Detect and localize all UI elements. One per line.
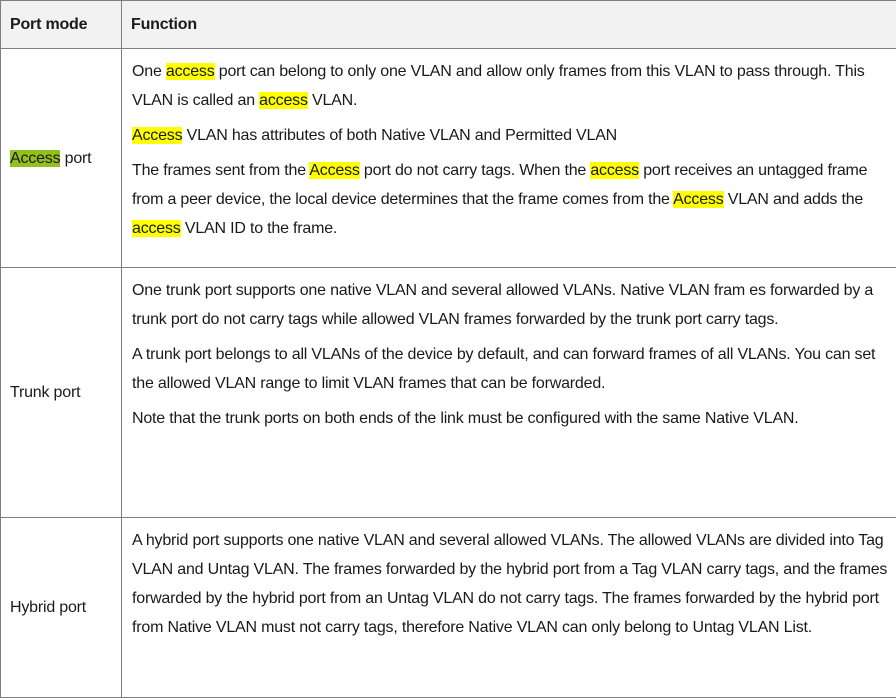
highlighted-term: Access (132, 127, 182, 144)
function-paragraph (132, 404, 888, 439)
paragraph-text: VLAN ID to the frame. (181, 220, 338, 237)
function-paragraph (132, 121, 888, 156)
highlighted-term: access (132, 220, 181, 237)
paragraph-text: One (132, 63, 166, 80)
paragraph-text: VLAN. (308, 92, 358, 109)
mode-label-rest: port (60, 150, 91, 167)
paragraph-text: port can belong to only one VLAN and allow only frames from this VLAN to pass through. This VLAN is called an (132, 63, 865, 109)
paragraph-text: VLAN has attributes of both Native VLAN and Permitted VLAN (182, 127, 617, 144)
paragraph-text: port receives an untagged frame from a peer device, the local device determines that the frame comes from the (132, 162, 867, 208)
paragraph-text: A trunk port belongs to all VLANs of the device by default, and can forward frames of all VLANs. You can set the allowed VLAN range to limit VLAN frames that can be forwarded. (132, 346, 875, 392)
header-function: Function (122, 1, 896, 49)
paragraph-text: The frames sent from the (132, 162, 309, 179)
function-paragraph (132, 524, 888, 648)
table-row-hybrid (1, 518, 896, 698)
function-cell (122, 268, 896, 518)
table-row-access (1, 49, 896, 268)
mode-highlight: Access (10, 150, 60, 167)
highlighted-term: access (259, 92, 308, 109)
paragraph-text: VLAN and adds the (724, 191, 864, 208)
header-port-mode: Port mode (1, 1, 122, 49)
function-paragraph (132, 340, 888, 404)
highlighted-term: access (166, 63, 215, 80)
highlighted-term: Access (309, 162, 359, 179)
paragraph-text: Note that the trunk ports on both ends of the link must be configured with the same Native VLAN. (132, 410, 799, 427)
function-cell (122, 518, 896, 698)
mode-cell-hybrid: Hybrid port (1, 518, 122, 698)
function-paragraph (132, 274, 888, 340)
mode-cell-access (1, 49, 122, 268)
highlighted-term: access (590, 162, 639, 179)
table-row-trunk (1, 268, 896, 518)
function-cell (122, 49, 896, 268)
function-paragraph (132, 55, 888, 121)
paragraph-text: A hybrid port supports one native VLAN and several allowed VLANs. The allowed VLANs are divided into Tag VLAN and Untag VLAN. The frames forwarded by the hybrid port from a Tag VLAN carry tags, and the frames forwarded by the hybrid port from an Untag VLAN do not carry tags. The frames forwarded by the hybrid port from Native VLAN must not carry tags, therefore Native VLAN can only belong to Untag VLAN List. (132, 532, 887, 636)
paragraph-text: port do not carry tags. When the (360, 162, 591, 179)
highlighted-term: Access (673, 191, 723, 208)
paragraph-text: One trunk port supports one native VLAN and several allowed VLANs. Native VLAN fram es forwarded by a trunk port do not carry tags while allowed VLAN frames forwarded by the trunk port carry tags. (132, 282, 873, 328)
table-header-row (1, 1, 896, 49)
mode-cell-trunk: Trunk port (1, 268, 122, 518)
function-paragraph (132, 156, 888, 249)
